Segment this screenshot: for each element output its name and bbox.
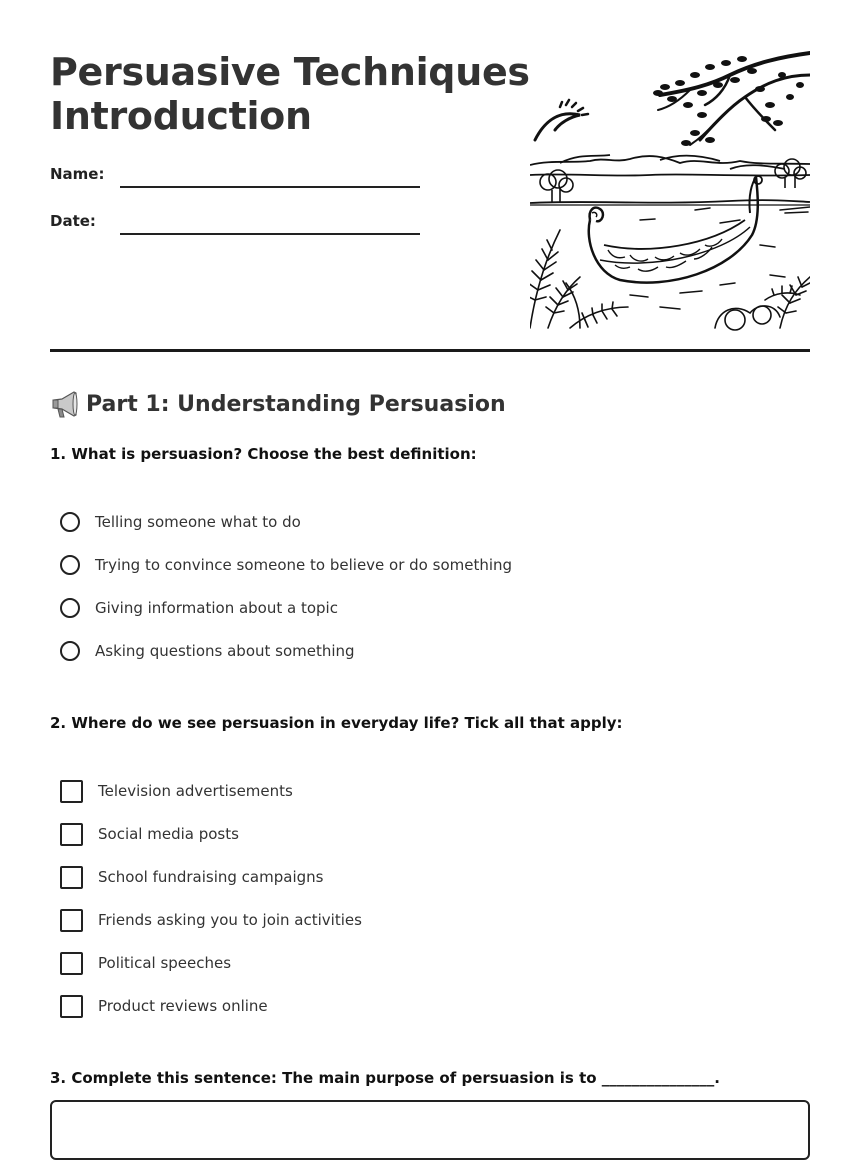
worksheet-title bbox=[50, 50, 530, 138]
question-1: 1. What is persuasion? Choose the best definition: bbox=[50, 445, 477, 463]
title-line-1: Persuasive Techniques bbox=[50, 50, 530, 94]
checkbox[interactable] bbox=[60, 780, 83, 803]
header-divider bbox=[50, 349, 810, 352]
q2-option-4[interactable] bbox=[60, 907, 362, 933]
date-field[interactable] bbox=[50, 212, 430, 236]
option-label: Telling someone what to do bbox=[95, 513, 301, 531]
checkbox[interactable] bbox=[60, 952, 83, 975]
checkbox[interactable] bbox=[60, 995, 83, 1018]
question-3: 3. Complete this sentence: The main purpose of persuasion is to _______________. bbox=[50, 1069, 720, 1087]
q2-option-2[interactable] bbox=[60, 821, 239, 847]
option-label: Social media posts bbox=[98, 825, 239, 843]
title-line-2: Introduction bbox=[50, 94, 312, 138]
option-label: Friends asking you to join activities bbox=[98, 911, 362, 929]
q1-option-3[interactable] bbox=[60, 595, 338, 621]
part1-heading-text: Part 1: Understanding Persuasion bbox=[86, 391, 506, 417]
megaphone-icon bbox=[50, 389, 80, 419]
date-label: Date: bbox=[50, 212, 96, 230]
option-label: Television advertisements bbox=[98, 782, 293, 800]
question-2: 2. Where do we see persuasion in everyday life? Tick all that apply: bbox=[50, 714, 623, 732]
radio-button[interactable] bbox=[60, 598, 80, 618]
checkbox[interactable] bbox=[60, 823, 83, 846]
option-label: Asking questions about something bbox=[95, 642, 355, 660]
radio-button[interactable] bbox=[60, 512, 80, 532]
checkbox[interactable] bbox=[60, 866, 83, 889]
date-line[interactable] bbox=[120, 233, 420, 235]
q1-option-4[interactable] bbox=[60, 638, 355, 664]
radio-button[interactable] bbox=[60, 555, 80, 575]
waka-canoe-landscape-illustration bbox=[530, 45, 810, 333]
option-label: Product reviews online bbox=[98, 997, 268, 1015]
option-label: Political speeches bbox=[98, 954, 232, 972]
checkbox[interactable] bbox=[60, 909, 83, 932]
q3-answer-box[interactable] bbox=[50, 1100, 810, 1160]
option-label: Giving information about a topic bbox=[95, 599, 338, 617]
option-label: School fundraising campaigns bbox=[98, 868, 324, 886]
name-line[interactable] bbox=[120, 186, 420, 188]
name-field[interactable] bbox=[50, 165, 430, 189]
q1-option-1[interactable] bbox=[60, 509, 301, 535]
q2-option-6[interactable] bbox=[60, 993, 268, 1019]
q1-option-2[interactable] bbox=[60, 552, 512, 578]
q2-option-3[interactable] bbox=[60, 864, 323, 890]
q2-option-5[interactable] bbox=[60, 950, 231, 976]
name-label: Name: bbox=[50, 165, 105, 183]
part1-heading bbox=[50, 388, 506, 420]
q2-option-1[interactable] bbox=[60, 778, 293, 804]
option-label: Trying to convince someone to believe or do something bbox=[95, 556, 513, 574]
radio-button[interactable] bbox=[60, 641, 80, 661]
